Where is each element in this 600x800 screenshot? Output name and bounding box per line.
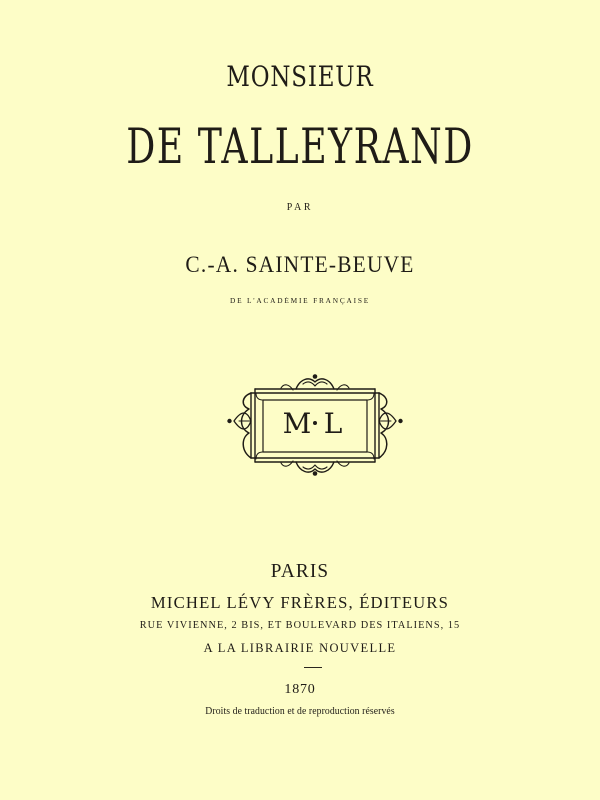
author-affiliation: DE L'ACADÉMIE FRANÇAISE: [230, 297, 370, 305]
by-label: PAR: [286, 201, 314, 213]
ornamental-monogram-frame-icon: [227, 372, 403, 478]
publisher-name: MICHEL LÉVY FRÈRES, ÉDITEURS: [150, 593, 450, 612]
monogram-m: M: [282, 407, 312, 440]
bookshop-name: A LA LIBRAIRIE NOUVELLE: [203, 640, 397, 655]
publisher-address: RUE VIVIENNE, 2 BIS, ET BOULEVARD DES ITALIENS, 15: [139, 620, 461, 631]
title-line-1: MONSIEUR: [226, 60, 374, 93]
publication-city: PARIS: [270, 560, 330, 582]
book-title: DE TALLEYRAND: [126, 118, 474, 175]
divider-rule: [304, 667, 322, 668]
author-name: C.-A. SAINTE-BEUVE: [185, 252, 415, 277]
publication-year: 1870: [284, 682, 316, 697]
rights-notice: Droits de traduction et de reproduction réservés: [205, 706, 395, 717]
monogram-l: L: [323, 407, 343, 440]
